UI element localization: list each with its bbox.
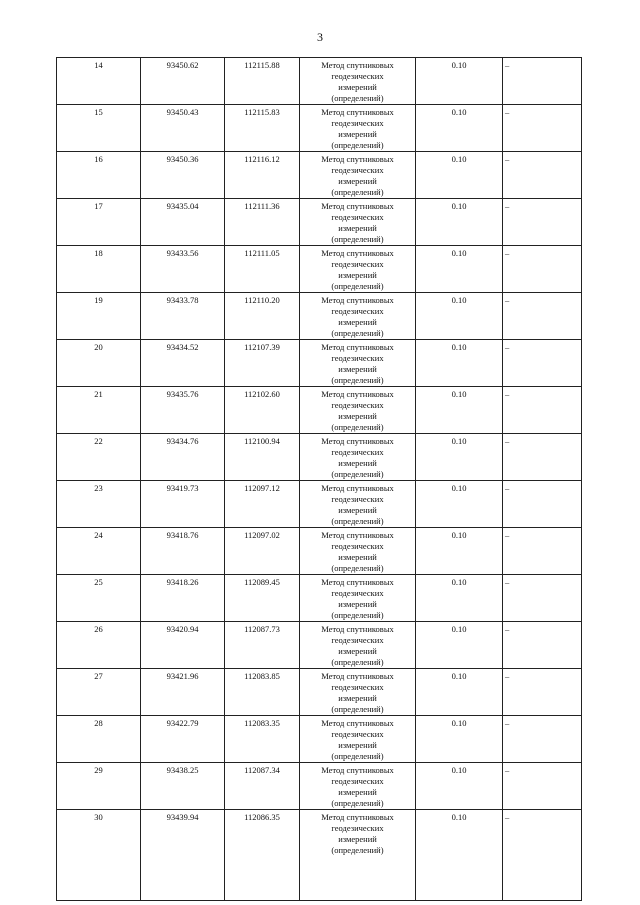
method-cell: [300, 669, 416, 716]
method-line: (определений): [331, 375, 384, 385]
page-number: 3: [317, 30, 323, 44]
y-coordinate-cell: 112111.36: [225, 199, 300, 246]
table-row: [57, 622, 582, 669]
method-line: геодезических: [331, 823, 384, 833]
note-cell: –: [503, 387, 582, 434]
method-line: измерений: [338, 176, 377, 186]
point-number-cell: 21: [57, 387, 141, 434]
method-cell: [300, 246, 416, 293]
method-line: (определений): [331, 798, 384, 808]
method-line: геодезических: [331, 541, 384, 551]
note-cell: –: [503, 622, 582, 669]
x-coordinate-cell: 93418.26: [141, 575, 225, 622]
y-coordinate-cell: 112107.39: [225, 340, 300, 387]
note-cell: –: [503, 669, 582, 716]
point-number-cell: 18: [57, 246, 141, 293]
method-line: измерений: [338, 270, 377, 280]
method-line: геодезических: [331, 776, 384, 786]
y-coordinate-cell: 112111.05: [225, 246, 300, 293]
method-cell: [300, 434, 416, 481]
method-line: (определений): [331, 328, 384, 338]
note-cell: –: [503, 246, 582, 293]
x-coordinate-cell: 93421.96: [141, 669, 225, 716]
x-coordinate-cell: 93418.76: [141, 528, 225, 575]
method-line: измерений: [338, 129, 377, 139]
method-line: (определений): [331, 422, 384, 432]
method-line: измерений: [338, 82, 377, 92]
method-line: измерений: [338, 599, 377, 609]
method-line: (определений): [331, 657, 384, 667]
method-cell: [300, 810, 416, 901]
point-number-cell: 25: [57, 575, 141, 622]
y-coordinate-cell: 112115.83: [225, 105, 300, 152]
x-coordinate-cell: 93435.76: [141, 387, 225, 434]
x-coordinate-cell: 93420.94: [141, 622, 225, 669]
accuracy-cell: 0.10: [416, 669, 503, 716]
note-cell: –: [503, 58, 582, 105]
note-cell: –: [503, 810, 582, 901]
accuracy-cell: 0.10: [416, 810, 503, 901]
accuracy-cell: 0.10: [416, 716, 503, 763]
coordinates-table-body: [57, 58, 582, 901]
method-line: геодезических: [331, 259, 384, 269]
method-cell: [300, 763, 416, 810]
y-coordinate-cell: 112115.88: [225, 58, 300, 105]
method-line: Метод спутниковых: [321, 201, 394, 211]
point-number-cell: 14: [57, 58, 141, 105]
x-coordinate-cell: 93450.36: [141, 152, 225, 199]
method-line: геодезических: [331, 165, 384, 175]
table-row: [57, 152, 582, 199]
point-number-cell: 24: [57, 528, 141, 575]
coordinates-table: [56, 57, 582, 901]
y-coordinate-cell: 112087.73: [225, 622, 300, 669]
table-row: [57, 528, 582, 575]
table-row: [57, 575, 582, 622]
table-row: [57, 199, 582, 246]
method-cell: [300, 199, 416, 246]
y-coordinate-cell: 112089.45: [225, 575, 300, 622]
method-line: Метод спутниковых: [321, 718, 394, 728]
x-coordinate-cell: 93433.56: [141, 246, 225, 293]
method-line: (определений): [331, 469, 384, 479]
method-line: Метод спутниковых: [321, 248, 394, 258]
method-line: измерений: [338, 505, 377, 515]
method-line: Метод спутниковых: [321, 342, 394, 352]
accuracy-cell: 0.10: [416, 622, 503, 669]
table-row: [57, 669, 582, 716]
point-number-cell: 22: [57, 434, 141, 481]
point-number-cell: 29: [57, 763, 141, 810]
method-line: Метод спутниковых: [321, 295, 394, 305]
method-line: Метод спутниковых: [321, 107, 394, 117]
method-line: измерений: [338, 364, 377, 374]
x-coordinate-cell: 93439.94: [141, 810, 225, 901]
method-line: геодезических: [331, 635, 384, 645]
note-cell: –: [503, 340, 582, 387]
method-cell: [300, 293, 416, 340]
method-line: Метод спутниковых: [321, 154, 394, 164]
y-coordinate-cell: 112100.94: [225, 434, 300, 481]
method-line: измерений: [338, 740, 377, 750]
method-cell: [300, 622, 416, 669]
method-cell: [300, 340, 416, 387]
table-row: [57, 246, 582, 293]
accuracy-cell: 0.10: [416, 340, 503, 387]
table-row: [57, 293, 582, 340]
method-cell: [300, 716, 416, 763]
note-cell: –: [503, 716, 582, 763]
method-line: Метод спутниковых: [321, 577, 394, 587]
y-coordinate-cell: 112097.02: [225, 528, 300, 575]
method-line: геодезических: [331, 71, 384, 81]
point-number-cell: 16: [57, 152, 141, 199]
accuracy-cell: 0.10: [416, 434, 503, 481]
method-line: геодезических: [331, 118, 384, 128]
note-cell: –: [503, 763, 582, 810]
note-cell: –: [503, 293, 582, 340]
point-number-cell: 15: [57, 105, 141, 152]
point-number-cell: 27: [57, 669, 141, 716]
y-coordinate-cell: 112083.35: [225, 716, 300, 763]
table-row: [57, 763, 582, 810]
table-row: [57, 105, 582, 152]
x-coordinate-cell: 93438.25: [141, 763, 225, 810]
method-line: (определений): [331, 516, 384, 526]
accuracy-cell: 0.10: [416, 293, 503, 340]
method-line: измерений: [338, 223, 377, 233]
method-line: измерений: [338, 317, 377, 327]
method-line: (определений): [331, 281, 384, 291]
y-coordinate-cell: 112083.85: [225, 669, 300, 716]
method-line: измерений: [338, 834, 377, 844]
x-coordinate-cell: 93433.78: [141, 293, 225, 340]
method-cell: [300, 58, 416, 105]
x-coordinate-cell: 93450.43: [141, 105, 225, 152]
table-row: [57, 387, 582, 434]
accuracy-cell: 0.10: [416, 152, 503, 199]
method-line: измерений: [338, 411, 377, 421]
accuracy-cell: 0.10: [416, 246, 503, 293]
method-line: (определений): [331, 610, 384, 620]
y-coordinate-cell: 112102.60: [225, 387, 300, 434]
note-cell: –: [503, 105, 582, 152]
x-coordinate-cell: 93434.52: [141, 340, 225, 387]
note-cell: –: [503, 434, 582, 481]
method-cell: [300, 387, 416, 434]
x-coordinate-cell: 93450.62: [141, 58, 225, 105]
point-number-cell: 26: [57, 622, 141, 669]
point-number-cell: 17: [57, 199, 141, 246]
table-row: [57, 481, 582, 528]
method-line: (определений): [331, 140, 384, 150]
table-row: [57, 340, 582, 387]
y-coordinate-cell: 112097.12: [225, 481, 300, 528]
accuracy-cell: 0.10: [416, 575, 503, 622]
point-number-cell: 19: [57, 293, 141, 340]
y-coordinate-cell: 112110.20: [225, 293, 300, 340]
method-line: геодезических: [331, 212, 384, 222]
method-line: геодезических: [331, 400, 384, 410]
method-line: измерений: [338, 787, 377, 797]
accuracy-cell: 0.10: [416, 58, 503, 105]
method-line: геодезических: [331, 447, 384, 457]
point-number-cell: 30: [57, 810, 141, 901]
x-coordinate-cell: 93422.79: [141, 716, 225, 763]
table-row: [57, 716, 582, 763]
table-row: [57, 58, 582, 105]
method-cell: [300, 105, 416, 152]
method-cell: [300, 575, 416, 622]
point-number-cell: 28: [57, 716, 141, 763]
method-line: (определений): [331, 563, 384, 573]
accuracy-cell: 0.10: [416, 763, 503, 810]
accuracy-cell: 0.10: [416, 199, 503, 246]
note-cell: –: [503, 199, 582, 246]
y-coordinate-cell: 112086.35: [225, 810, 300, 901]
x-coordinate-cell: 93419.73: [141, 481, 225, 528]
method-line: (определений): [331, 751, 384, 761]
method-cell: [300, 481, 416, 528]
method-line: Метод спутниковых: [321, 530, 394, 540]
method-line: (определений): [331, 234, 384, 244]
method-line: (определений): [331, 93, 384, 103]
accuracy-cell: 0.10: [416, 387, 503, 434]
method-line: (определений): [331, 187, 384, 197]
table-row: [57, 434, 582, 481]
note-cell: –: [503, 152, 582, 199]
method-cell: [300, 528, 416, 575]
note-cell: –: [503, 575, 582, 622]
note-cell: –: [503, 528, 582, 575]
accuracy-cell: 0.10: [416, 481, 503, 528]
method-line: (определений): [331, 845, 384, 855]
x-coordinate-cell: 93435.04: [141, 199, 225, 246]
method-line: геодезических: [331, 729, 384, 739]
method-line: (определений): [331, 704, 384, 714]
method-line: Метод спутниковых: [321, 483, 394, 493]
method-line: Метод спутниковых: [321, 812, 394, 822]
method-line: Метод спутниковых: [321, 436, 394, 446]
method-line: геодезических: [331, 682, 384, 692]
method-line: Метод спутниковых: [321, 60, 394, 70]
method-line: Метод спутниковых: [321, 765, 394, 775]
method-line: измерений: [338, 552, 377, 562]
method-line: геодезических: [331, 353, 384, 363]
y-coordinate-cell: 112116.12: [225, 152, 300, 199]
point-number-cell: 23: [57, 481, 141, 528]
method-line: измерений: [338, 458, 377, 468]
method-line: геодезических: [331, 494, 384, 504]
x-coordinate-cell: 93434.76: [141, 434, 225, 481]
method-line: геодезических: [331, 306, 384, 316]
method-line: геодезических: [331, 588, 384, 598]
y-coordinate-cell: 112087.34: [225, 763, 300, 810]
method-line: Метод спутниковых: [321, 624, 394, 634]
point-number-cell: 20: [57, 340, 141, 387]
method-line: Метод спутниковых: [321, 389, 394, 399]
method-line: Метод спутниковых: [321, 671, 394, 681]
accuracy-cell: 0.10: [416, 528, 503, 575]
method-line: измерений: [338, 646, 377, 656]
note-cell: –: [503, 481, 582, 528]
accuracy-cell: 0.10: [416, 105, 503, 152]
method-line: измерений: [338, 693, 377, 703]
table-row: [57, 810, 582, 901]
method-cell: [300, 152, 416, 199]
